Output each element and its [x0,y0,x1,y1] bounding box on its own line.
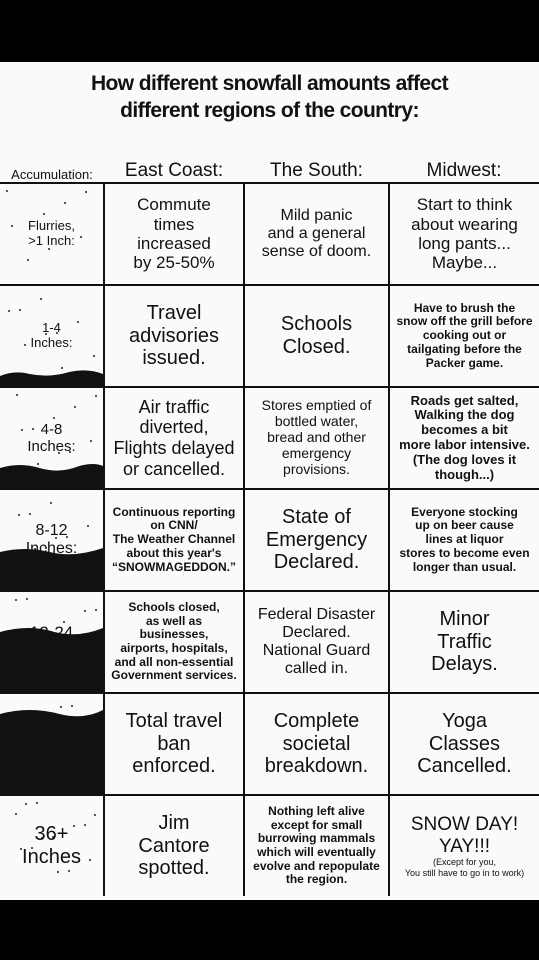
header-midwest: Midwest: [426,160,502,181]
the-south-cell: Nothing left alive except for small burrowing mammals which will eventually evolve and repopulate the region. [244,795,389,896]
table-row [0,693,539,795]
midwest-cell: Minor Traffic Delays. [389,591,539,693]
header-row [0,154,539,183]
title-line-1: How different snowfall amounts affect [90,72,448,95]
header-east-coast: East Coast: [124,160,224,181]
table-row [0,183,539,285]
accumulation-label: 1-4 Inches: [30,320,73,350]
midwest-cell: Everyone stocking up on beer cause lines at liquor stores to become even longer than usual. [389,489,539,591]
snow-day-text: SNOW DAY! YAY!!! [410,814,519,857]
snowflake-dot [84,824,86,826]
midwest-cell: Start to think about wearing long pants... Maybe... [389,183,539,285]
accumulation-label: 24-36 Inches: [20,722,83,765]
snowflake-dot [80,236,82,238]
east-coast-cell: Schools closed, as well as businesses, airports, hospitals, and all non-essential Government services. [104,591,244,693]
table-row [0,591,539,693]
accumulation-cell [0,693,104,795]
the-south-cell: Stores emptied of bottled water, bread and other emergency provisions. [244,387,389,489]
snowflake-dot [94,814,96,816]
midwest-cell: Have to brush the snow off the grill before cooking out or tailgating before the Packer game. [389,285,539,387]
the-south-cell: Complete societal breakdown. [244,693,389,795]
snowflake-dot [25,803,27,805]
accumulation-label: 12-24 Inches: [24,622,79,661]
table-row [0,387,539,489]
accumulation-label: 8-12 Inches: [25,521,78,557]
accumulation-cell [0,489,104,591]
chart-sheet [0,62,539,900]
the-south-cell: State of Emergency Declared. [244,489,389,591]
snowflake-dot [68,870,70,872]
snowflake-dot [43,213,45,215]
snowflake-dot [36,802,38,804]
title-line-2: different regions of the country: [120,99,419,122]
accumulation-cell [0,183,104,285]
table-row [0,795,539,896]
snowflake-dot [48,248,50,250]
east-coast-cell: Continuous reporting on CNN/ The Weather Channel about this year's “SNOWMAGEDDON.” [104,489,244,591]
bottom-black-bar [0,900,539,960]
table-row [0,285,539,387]
accumulation-cell [0,387,104,489]
east-coast-cell: Commute times increased by 25-50% [104,183,244,285]
the-south-cell: Federal Disaster Declared. National Guard called in. [244,591,389,693]
east-coast-cell: Jim Cantore spotted. [104,795,244,896]
accumulation-cell [0,795,104,896]
accumulation-label: 4-8 Inches: [27,420,76,455]
east-coast-cell: Total travel ban enforced. [104,693,244,795]
snowflake-dot [89,859,91,861]
snowflake-dot [27,259,29,261]
accumulation-label: Flurries, >1 Inch: [28,218,75,248]
accumulation-cell [0,285,104,387]
the-south-cell: Mild panic and a general sense of doom. [244,183,389,285]
header-the-south: The South: [270,160,363,181]
snow-day-note: (Except for you, You still have to go in to work) [404,857,525,878]
east-coast-cell: Air traffic diverted, Flights delayed or cancelled. [104,387,244,489]
snowflake-dot [6,190,8,192]
snowfall-table [0,154,539,896]
snowflake-dot [11,225,13,227]
the-south-cell: Schools Closed. [244,285,389,387]
east-coast-cell: Travel advisories issued. [104,285,244,387]
snowflake-dot [64,202,66,204]
accumulation-label: 36+ Inches [22,823,81,868]
midwest-cell: Roads get salted, Walking the dog becomes a bit more labor intensive. (The dog loves it though...) [389,387,539,489]
snowflake-dot [73,825,75,827]
snowflake-dot [85,191,87,193]
midwest-cell: Yoga Classes Cancelled. [389,693,539,795]
midwest-cell [389,795,539,896]
snowflake-dot [57,871,59,873]
header-accumulation: Accumulation: [11,167,93,182]
snowflake-dot [15,813,17,815]
chart-title [0,70,539,124]
table-row [0,489,539,591]
accumulation-cell [0,591,104,693]
